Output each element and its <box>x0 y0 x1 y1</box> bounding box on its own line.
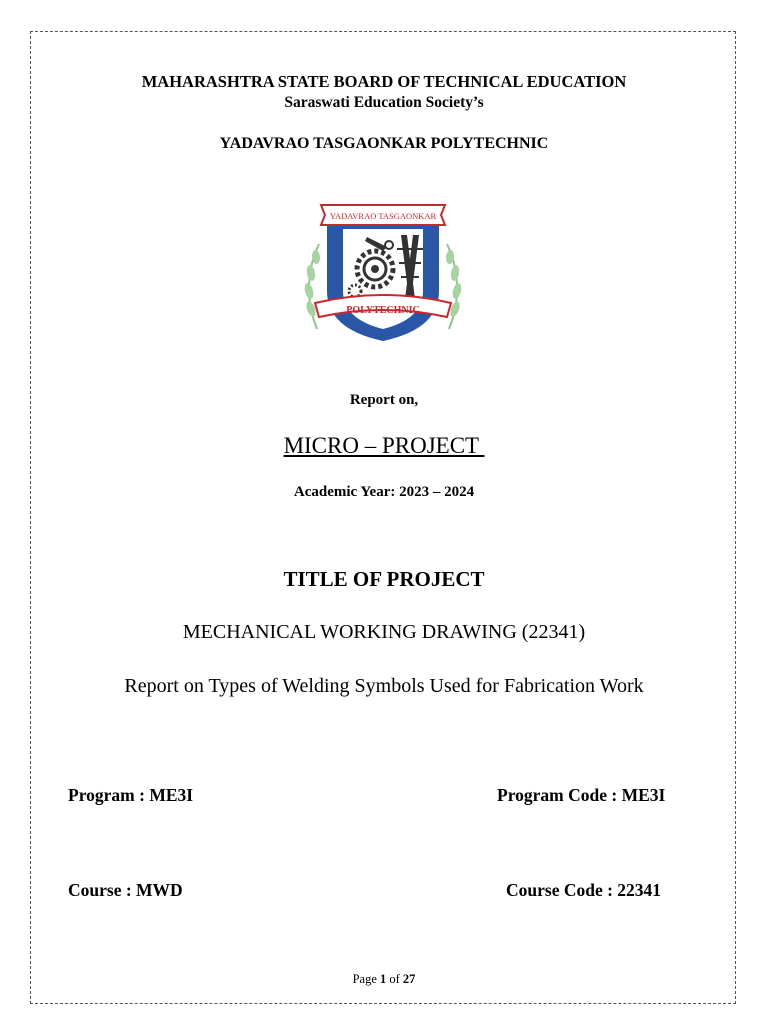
emblem-scroll-text: POLYTECHNIC <box>346 305 420 316</box>
college-name: YADAVRAO TASGAONKAR POLYTECHNIC <box>219 135 549 152</box>
report-on-label: Report on, <box>349 392 419 408</box>
total-page-count: 27 <box>402 972 416 986</box>
board-name: MAHARASHTRA STATE BOARD OF TECHNICAL EDUCATION <box>141 72 627 91</box>
course-code-field: Course Code : 22341 <box>506 880 662 900</box>
emblem-banner-text: YADAVRAO TASGAONKAR <box>329 211 437 221</box>
program-code-field: Program Code : ME3I <box>497 785 666 805</box>
page-word: Page <box>352 972 380 986</box>
page-border <box>30 31 736 1004</box>
micro-project-text: MICRO – PROJECT <box>283 433 485 458</box>
course-field: Course : MWD <box>68 880 183 900</box>
subject-name: MECHANICAL WORKING DRAWING (22341) <box>182 621 586 643</box>
society-name: Saraswati Education Society’s <box>284 94 484 111</box>
current-page-number: 1 <box>380 972 387 986</box>
academic-year: Academic Year: 2023 – 2024 <box>293 484 475 500</box>
project-title: Report on Types of Welding Symbols Used for Fabrication Work <box>124 675 644 697</box>
page-footer <box>0 972 768 987</box>
program-field: Program : ME3I <box>68 785 194 805</box>
title-of-project-heading: TITLE OF PROJECT <box>283 567 485 591</box>
of-word: of <box>386 972 403 986</box>
micro-project-heading <box>0 433 768 459</box>
college-emblem-icon <box>297 199 469 349</box>
